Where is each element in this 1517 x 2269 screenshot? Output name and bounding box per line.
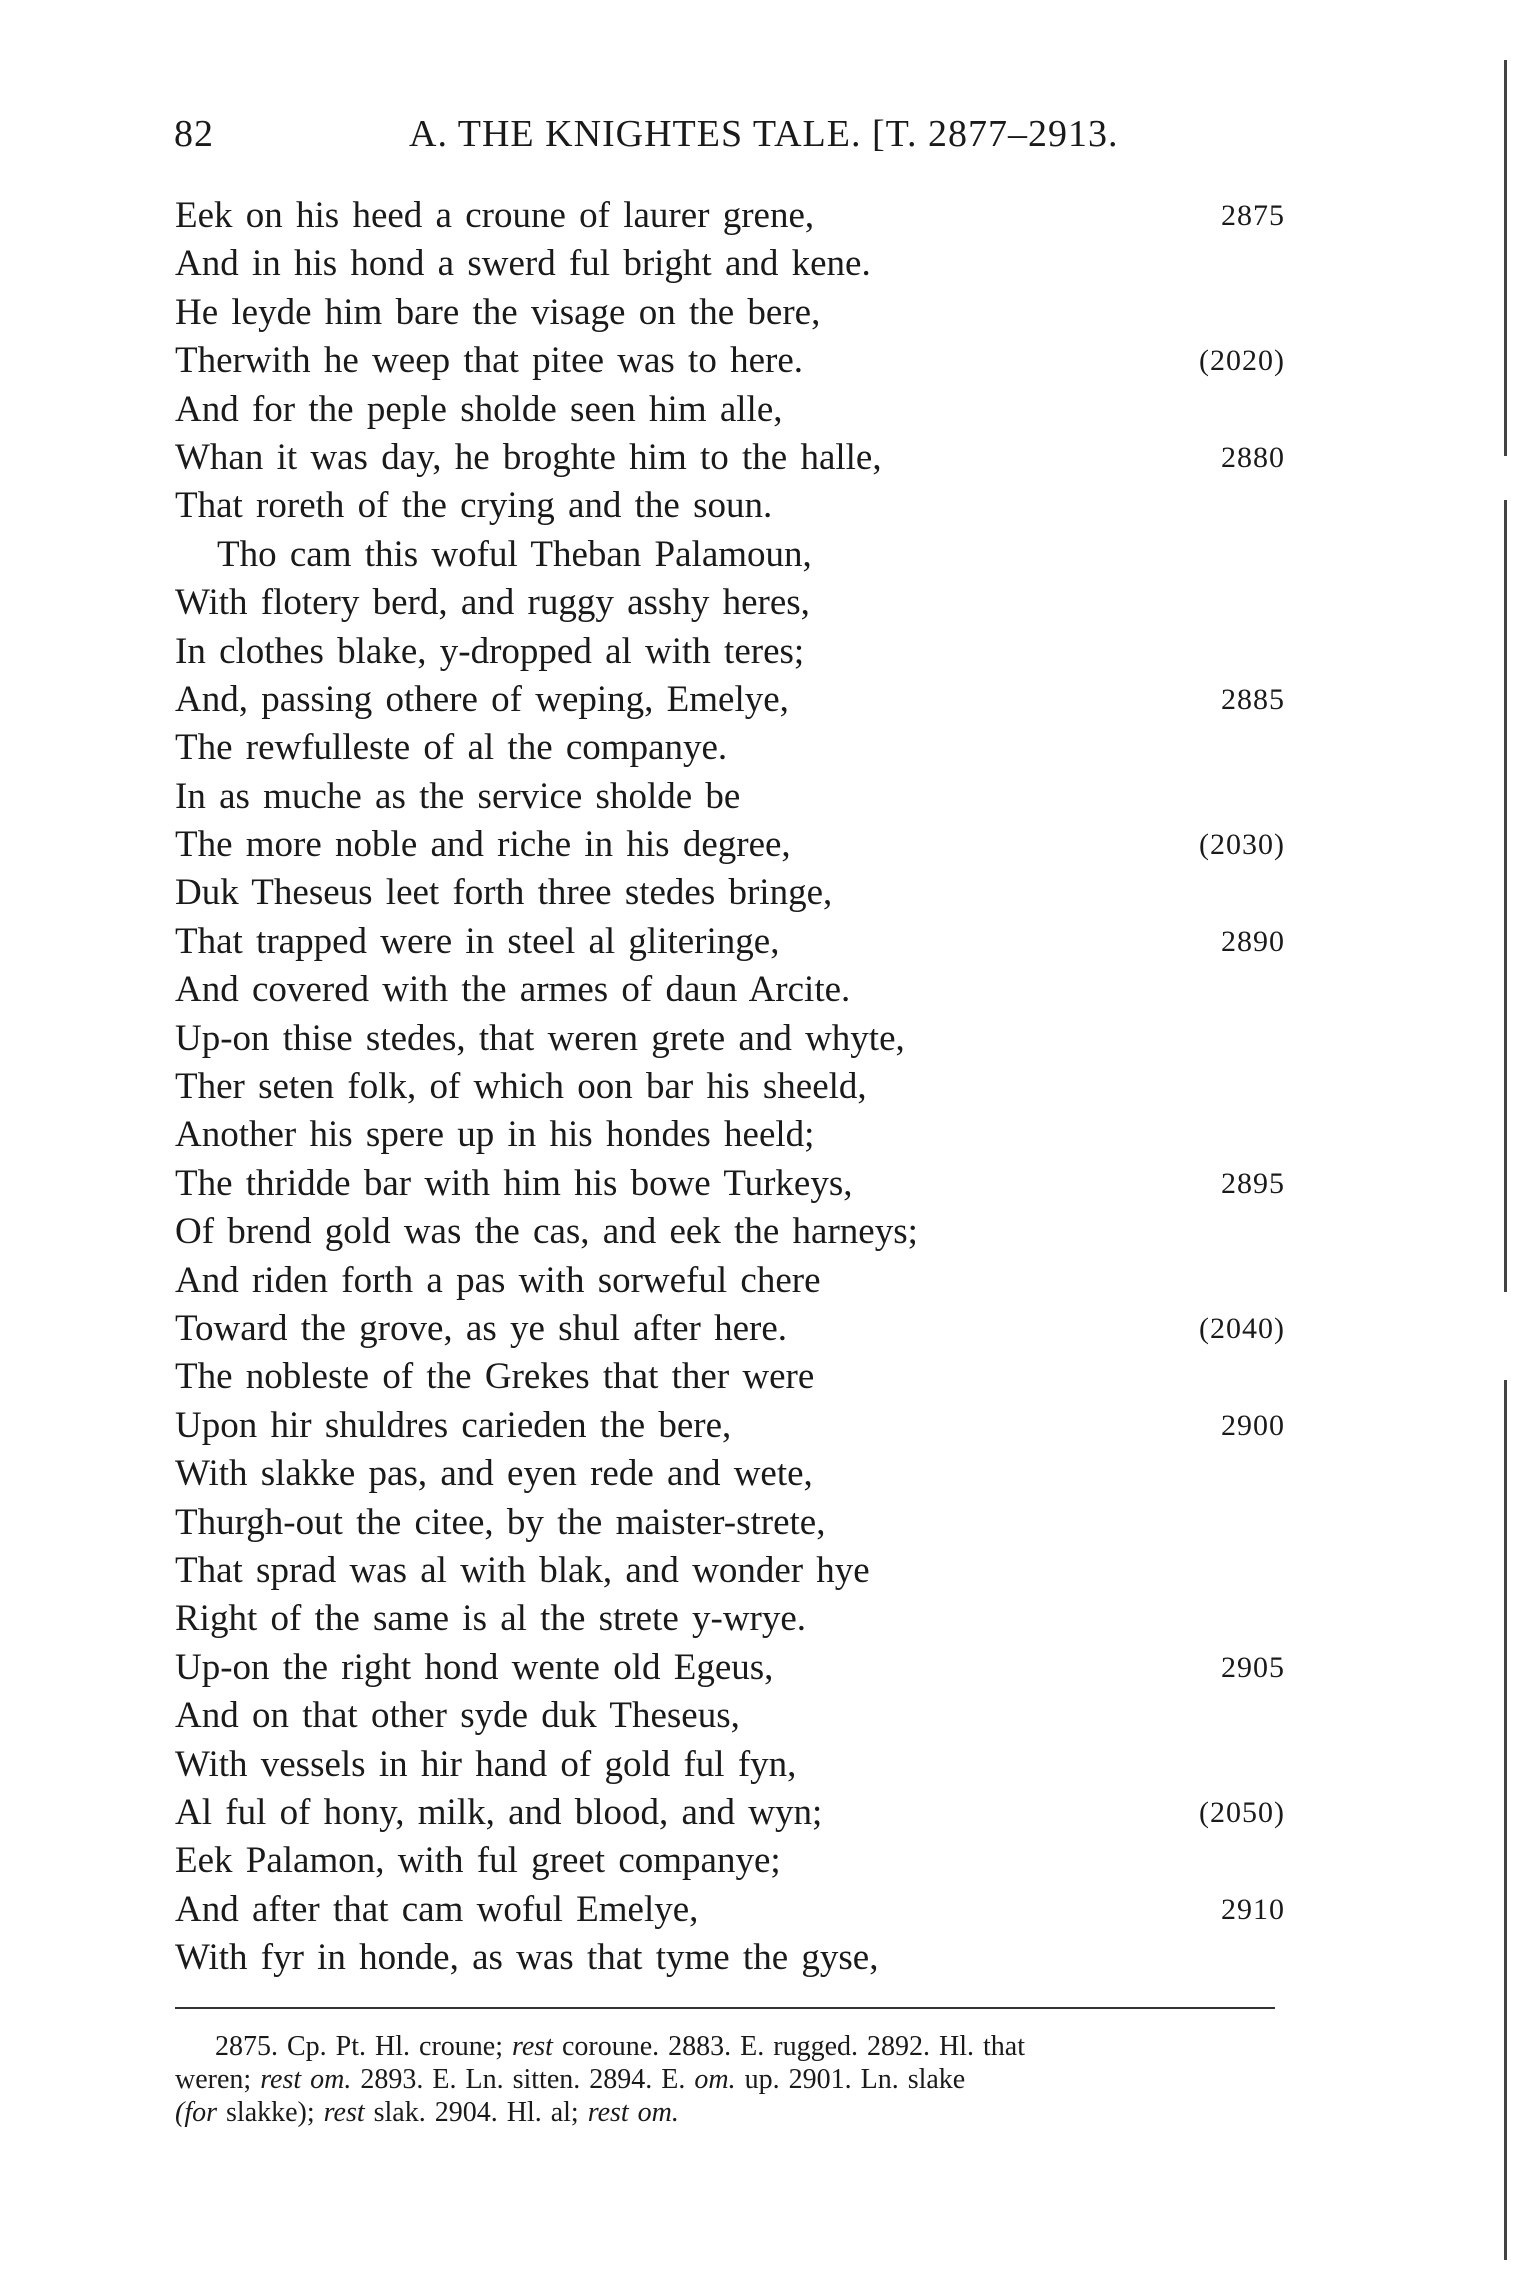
verse-text: In as muche as the service sholde be [175,775,741,817]
verse-line [175,1741,1285,1789]
verse-text: Whan it was day, he broghte him to the halle, [175,436,882,478]
line-number: (2040) [1199,1311,1285,1345]
line-number: 2905 [1221,1650,1285,1684]
verse-line [175,821,1285,869]
line-number: 2900 [1221,1408,1285,1442]
poem-body [175,192,1285,1982]
verse-text: In clothes blake, y-dropped al with teres; [175,630,805,672]
verse-text: With vessels in hir hand of gold ful fyn, [175,1743,797,1785]
verse-line [175,1160,1285,1208]
verse-text: That sprad was al with blak, and wonder hye [175,1549,870,1591]
verse-line [175,1886,1285,1934]
verse-text: That roreth of the crying and the soun. [175,485,773,527]
footnote-rule [175,2007,1275,2009]
verse-line [175,1257,1285,1305]
verse-text: Al ful of hony, milk, and blood, and wyn; [175,1791,823,1833]
verse-text: Eek on his heed a croune of laurer grene, [175,195,815,236]
verse-line [175,1063,1285,1111]
verse-line [175,1934,1285,1982]
footnotes [175,2030,1275,2129]
verse-text: That trapped were in steel al gliteringe, [175,920,780,962]
verse-line [175,1595,1285,1643]
verse-line [175,966,1285,1014]
footnote-line: 2875. Cp. Pt. Hl. croune; rest coroune. 2883. E. rugged. 2892. Hl. that [215,2031,1025,2062]
verse-line [175,434,1285,482]
line-number: (2020) [1199,344,1285,378]
verse-line [175,386,1285,434]
verse-line [175,1644,1285,1692]
verse-line [175,531,1285,579]
verse-line [175,1208,1285,1256]
verse-text: Toward the grove, as ye shul after here. [175,1307,788,1349]
verse-line [175,1692,1285,1740]
verse-line [175,579,1285,627]
verse-line [175,918,1285,966]
verse-line [175,337,1285,385]
line-number: 2895 [1221,1166,1285,1200]
verse-text: Therwith he weep that pitee was to here. [175,340,803,382]
verse-line [175,482,1285,530]
verse-text: Thurgh-out the citee, by the maister-strete, [175,1501,826,1543]
verse-line [175,1547,1285,1595]
verse-text: Right of the same is al the strete y-wrye. [175,1598,807,1640]
verse-text: And, passing othere of weping, Emelye, [175,678,789,720]
verse-line [175,240,1285,288]
verse-line [175,1305,1285,1353]
verse-line [175,289,1285,337]
verse-text: Up-on thise stedes, that weren grete and whyte, [175,1017,905,1059]
line-number: (2050) [1199,1795,1285,1829]
verse-text: With flotery berd, and ruggy asshy heres, [175,582,810,624]
verse-text: The rewfulleste of al the companye. [175,727,728,769]
verse-text: Eek Palamon, with ful greet companye; [175,1840,781,1882]
verse-line [175,773,1285,821]
verse-text: Another his spere up in his hondes heeld; [175,1114,815,1156]
running-title: A. THE KNIGHTES TALE. [T. 2877–2913. [409,113,1119,155]
verse-text: Duk Theseus leet forth three stedes bringe, [175,872,833,914]
verse-line [175,1111,1285,1159]
verse-line [175,1837,1285,1885]
line-number: (2030) [1199,828,1285,862]
verse-line [175,1015,1285,1063]
page-number: 82 [174,113,214,155]
line-number: 2890 [1221,924,1285,958]
verse-text: Tho cam this woful Theban Palamoun, [217,533,812,575]
verse-text: With fyr in honde, as was that tyme the gyse, [175,1937,879,1979]
verse-line [175,1402,1285,1450]
verse-text: And after that cam woful Emelye, [175,1888,699,1930]
verse-line [175,676,1285,724]
verse-line [175,869,1285,917]
verse-text: And covered with the armes of daun Arcite. [175,969,851,1011]
line-number: 2885 [1221,682,1285,716]
verse-line [175,1499,1285,1547]
verse-text: Up-on the right hond wente old Egeus, [175,1646,774,1688]
line-number: 2875 [1221,199,1285,232]
verse-line [175,628,1285,676]
verse-text: The thridde bar with him his bowe Turkeys, [175,1162,853,1204]
verse-line [175,1353,1285,1401]
line-number: 2880 [1221,440,1285,474]
verse-line [175,192,1285,240]
verse-text: Upon hir shuldres carieden the bere, [175,1404,732,1446]
verse-text: Of brend gold was the cas, and eek the harneys; [175,1211,918,1253]
verse-text: The nobleste of the Grekes that ther were [175,1356,815,1398]
verse-text: And for the peple sholde seen him alle, [175,388,783,430]
line-number: 2910 [1221,1892,1285,1926]
verse-text: Ther seten folk, of which oon bar his sheeld, [175,1066,867,1108]
verse-line [175,1789,1285,1837]
verse-line [175,724,1285,772]
verse-line [175,1450,1285,1498]
verse-text: And in his hond a swerd ful bright and kene. [175,243,871,285]
verse-text: And riden forth a pas with sorweful chere [175,1259,821,1301]
verse-text: He leyde him bare the visage on the bere, [175,291,821,333]
footnote-line: weren; rest om. 2893. E. Ln. sitten. 2894. E. om. up. 2901. Ln. slake [175,2064,966,2095]
verse-text: With slakke pas, and eyen rede and wete, [175,1453,813,1495]
verse-text: The more noble and riche in his degree, [175,824,791,866]
verse-text: And on that other syde duk Theseus, [175,1695,740,1737]
footnote-line: (for slakke); rest slak. 2904. Hl. al; rest om. [175,2097,679,2128]
page-header [174,112,1274,162]
page-edge-shadow [1504,60,1507,2260]
